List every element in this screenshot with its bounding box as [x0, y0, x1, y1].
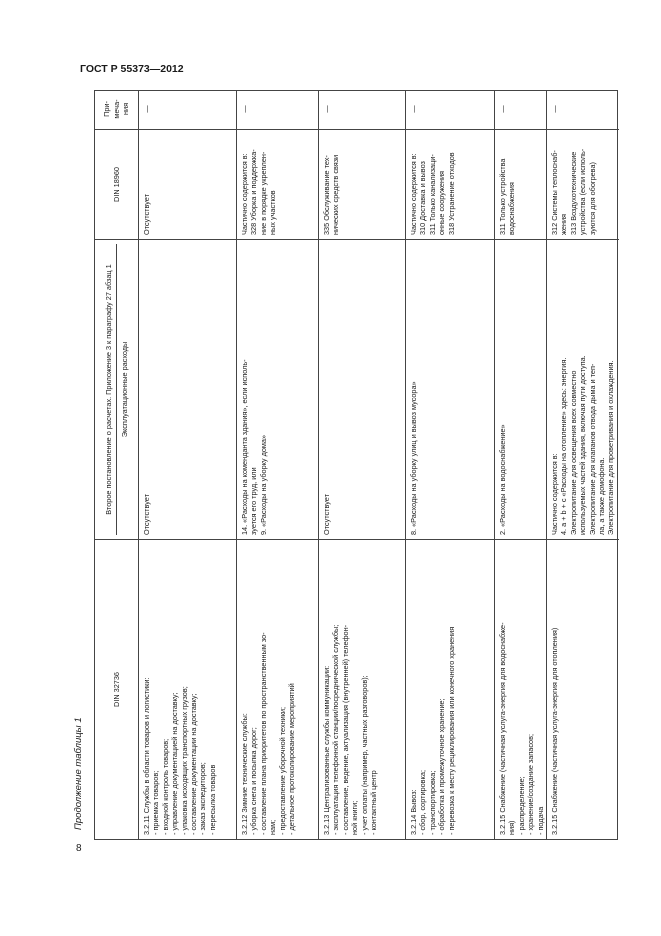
- table-cell-c2: [319, 239, 405, 539]
- page-number: 8: [76, 843, 82, 854]
- standard-header: ГОСТ Р 55373—2012: [80, 63, 184, 75]
- cell-text-line: - обработка и промежуточное хранение;: [437, 698, 447, 835]
- cell-text-line: 3.2.15 Снабжение (частичная услуга-энергия для отопления): [550, 627, 559, 835]
- table-row: [495, 91, 547, 839]
- cell-text-line: устройства (если исполь-: [578, 148, 588, 235]
- table-cell-c1: [547, 539, 619, 839]
- table-cell-notes: —: [322, 105, 331, 113]
- table-cell-c2: [547, 239, 619, 539]
- cell-text-line: - составление документации на доставку;: [189, 693, 199, 835]
- cell-text-line: 3.2.15 Снабжение (частичная услуга-энергия для водоснабже-: [498, 622, 507, 835]
- header-notes-line: При-: [102, 101, 112, 117]
- cell-text-line: ла, а также домофона.: [597, 457, 607, 535]
- table-cell-c1: [319, 539, 405, 839]
- cell-text-line: 4. a + b + c «Расходы на отопление» здесь: энергия.: [559, 357, 569, 535]
- cell-text-line: - контактный центр: [369, 770, 379, 835]
- header-operating-costs: Эксплуатационные расходы: [116, 244, 129, 535]
- table-caption: Продолжение таблицы 1: [73, 717, 84, 830]
- table-cell-c2: [495, 239, 546, 539]
- cell-text-line: - составление плана приоритетов по пространственным зо-: [258, 632, 268, 835]
- cell-text-line: 328 Уборка и поддержка-: [249, 149, 259, 235]
- cell-text-line: - входной контроль товаров;: [160, 738, 170, 835]
- table-cell-notes: —: [498, 105, 507, 113]
- cell-text-line: - приемка товаров;: [151, 770, 161, 835]
- cell-text-line: Электропитание для освещения всех совместно: [568, 370, 578, 535]
- header-notes-line: меча-: [111, 99, 121, 119]
- cell-text-line: - эксплуатация телефонной станции/посреднической службы;: [331, 624, 341, 835]
- header-ordinance-title: Второе постановление о расчетах. Приложение 3 к параграфу 27 абзац 1: [103, 264, 113, 515]
- cell-text-line: - подача: [535, 806, 545, 835]
- cell-text-line: 310 Доставка и вывоз: [418, 161, 428, 235]
- cell-text-line: используемых частей здания, включая пути доступа.: [578, 355, 588, 535]
- cell-text-line: - упаковка исходящих транспортных грузов;: [179, 686, 189, 835]
- table-cell-c3: [495, 129, 546, 239]
- cell-text-line: зуется его труд, или: [249, 467, 259, 535]
- table-row: [547, 91, 619, 839]
- cell-text-line: 3.2.14 Вывоз:: [409, 789, 418, 835]
- cell-text-line: 311 Только устройства: [498, 158, 507, 235]
- table-cell-c2: [406, 239, 494, 539]
- table-cell-c1: [406, 539, 494, 839]
- table-cell-c3: [139, 129, 236, 239]
- cell-text-line: ных участков: [268, 190, 278, 235]
- cell-text-line: - сбор, сортировка;: [418, 770, 428, 835]
- cell-text-line: Отсутствует: [322, 494, 331, 535]
- cell-text-line: - уборка снега и посыпка дорог;: [249, 727, 259, 835]
- cell-text-line: - заказ экспедиторов;: [198, 762, 208, 835]
- cell-text-line: - составление, ведение, актуализация (внутренней) телефон-: [340, 624, 350, 835]
- cell-text-line: ной книги;: [350, 800, 360, 835]
- cell-text-line: - хранение/создание запасов;: [526, 733, 536, 835]
- header-din32736: DIN 32736: [95, 539, 138, 839]
- table-cell-c1: [139, 539, 236, 839]
- header-din18960: DIN 18960: [95, 129, 138, 239]
- cell-text-line: Отсутствует: [142, 494, 151, 535]
- table-cell-c1: [237, 539, 318, 839]
- table-cell-c3: [319, 129, 405, 239]
- cell-text-line: 318 Устранение отходов: [446, 152, 456, 235]
- table-header-row: [95, 91, 139, 839]
- cell-text-line: - детальное протоколирование мероприятий: [287, 683, 297, 835]
- cell-text-line: Электропитание для клапанов отвода дыма и теп-: [587, 363, 597, 535]
- table-cell-c1: [495, 539, 546, 839]
- cell-text-line: Отсутствует: [142, 194, 151, 235]
- cell-text-line: 335 Обслуживание тех-: [322, 155, 331, 235]
- cell-text-line: нам;: [268, 819, 278, 835]
- cell-text-line: 3.2.11 Службы в области товаров и логистики:: [142, 677, 151, 835]
- table-row: [406, 91, 495, 839]
- cell-text-line: - перевозка к месту рециклирования или конечного хранения: [446, 626, 456, 835]
- table-row: [139, 91, 237, 839]
- cell-text-line: Частично содержится в:: [240, 153, 249, 235]
- cell-text-line: ния): [507, 820, 517, 835]
- table-cell-notes: —: [409, 105, 418, 113]
- cell-text-line: 8. «Расходы на уборку улиц и вывоз мусора»: [409, 381, 418, 535]
- table-cell-notes: —: [550, 105, 559, 113]
- cell-text-line: Частично содержится в:: [409, 153, 418, 235]
- continuation-table: [94, 90, 618, 840]
- cell-text-line: - предоставление уборочной техники;: [277, 707, 287, 835]
- table-cell-c3: [237, 129, 318, 239]
- cell-text-line: 14. «Расходы на коменданта здания», если исполь-: [240, 359, 249, 535]
- header-second-ordinance: [95, 239, 138, 539]
- cell-text-line: зуются для обогрева): [587, 162, 597, 235]
- table-row: [237, 91, 319, 839]
- cell-text-line: нических средств связи: [331, 154, 341, 235]
- cell-text-line: 2. «Расходы на водоснабжение»: [498, 424, 507, 535]
- cell-text-line: жения: [559, 214, 569, 235]
- cell-text-line: - управление документацией на доставку;: [170, 692, 180, 835]
- cell-text-line: 3.2.12 Зимние технические службы:: [240, 713, 249, 835]
- cell-text-line: 313 Воздухотехнические: [568, 151, 578, 235]
- table-cell-c3: [406, 129, 494, 239]
- table-cell-c3: [547, 129, 619, 239]
- table-cell-c2: [139, 239, 236, 539]
- cell-text-line: 312 Системы теплоснаб-: [550, 150, 559, 235]
- cell-text-line: 3.2.13 Централизованные службы коммуникации:: [322, 665, 331, 835]
- cell-text-line: Частично содержится в:: [550, 453, 559, 535]
- header-notes-line: ния: [121, 102, 131, 116]
- cell-text-line: водоснабжения: [507, 182, 517, 235]
- cell-text-line: онные сооружения: [437, 171, 447, 235]
- table-cell-c2: [237, 239, 318, 539]
- cell-text-line: ние в порядке укреплен-: [258, 151, 268, 235]
- cell-text-line: - транспортировка;: [427, 770, 437, 835]
- table-cell-notes: —: [240, 105, 249, 113]
- cell-text-line: Электропитание для проветривания и охлаждения.: [606, 360, 616, 535]
- cell-text-line: 311 Только канализаци-: [427, 154, 437, 235]
- cell-text-line: - учет оплаты (например, частных разговоров);: [359, 675, 369, 835]
- table-cell-notes: —: [142, 105, 151, 113]
- cell-text-line: - пересылка товаров: [207, 764, 217, 835]
- cell-text-line: 9. «Расходы на уборку дома»: [258, 434, 268, 535]
- cell-text-line: - распределение;: [516, 776, 526, 835]
- header-notes: [95, 89, 138, 129]
- table-row: [319, 91, 406, 839]
